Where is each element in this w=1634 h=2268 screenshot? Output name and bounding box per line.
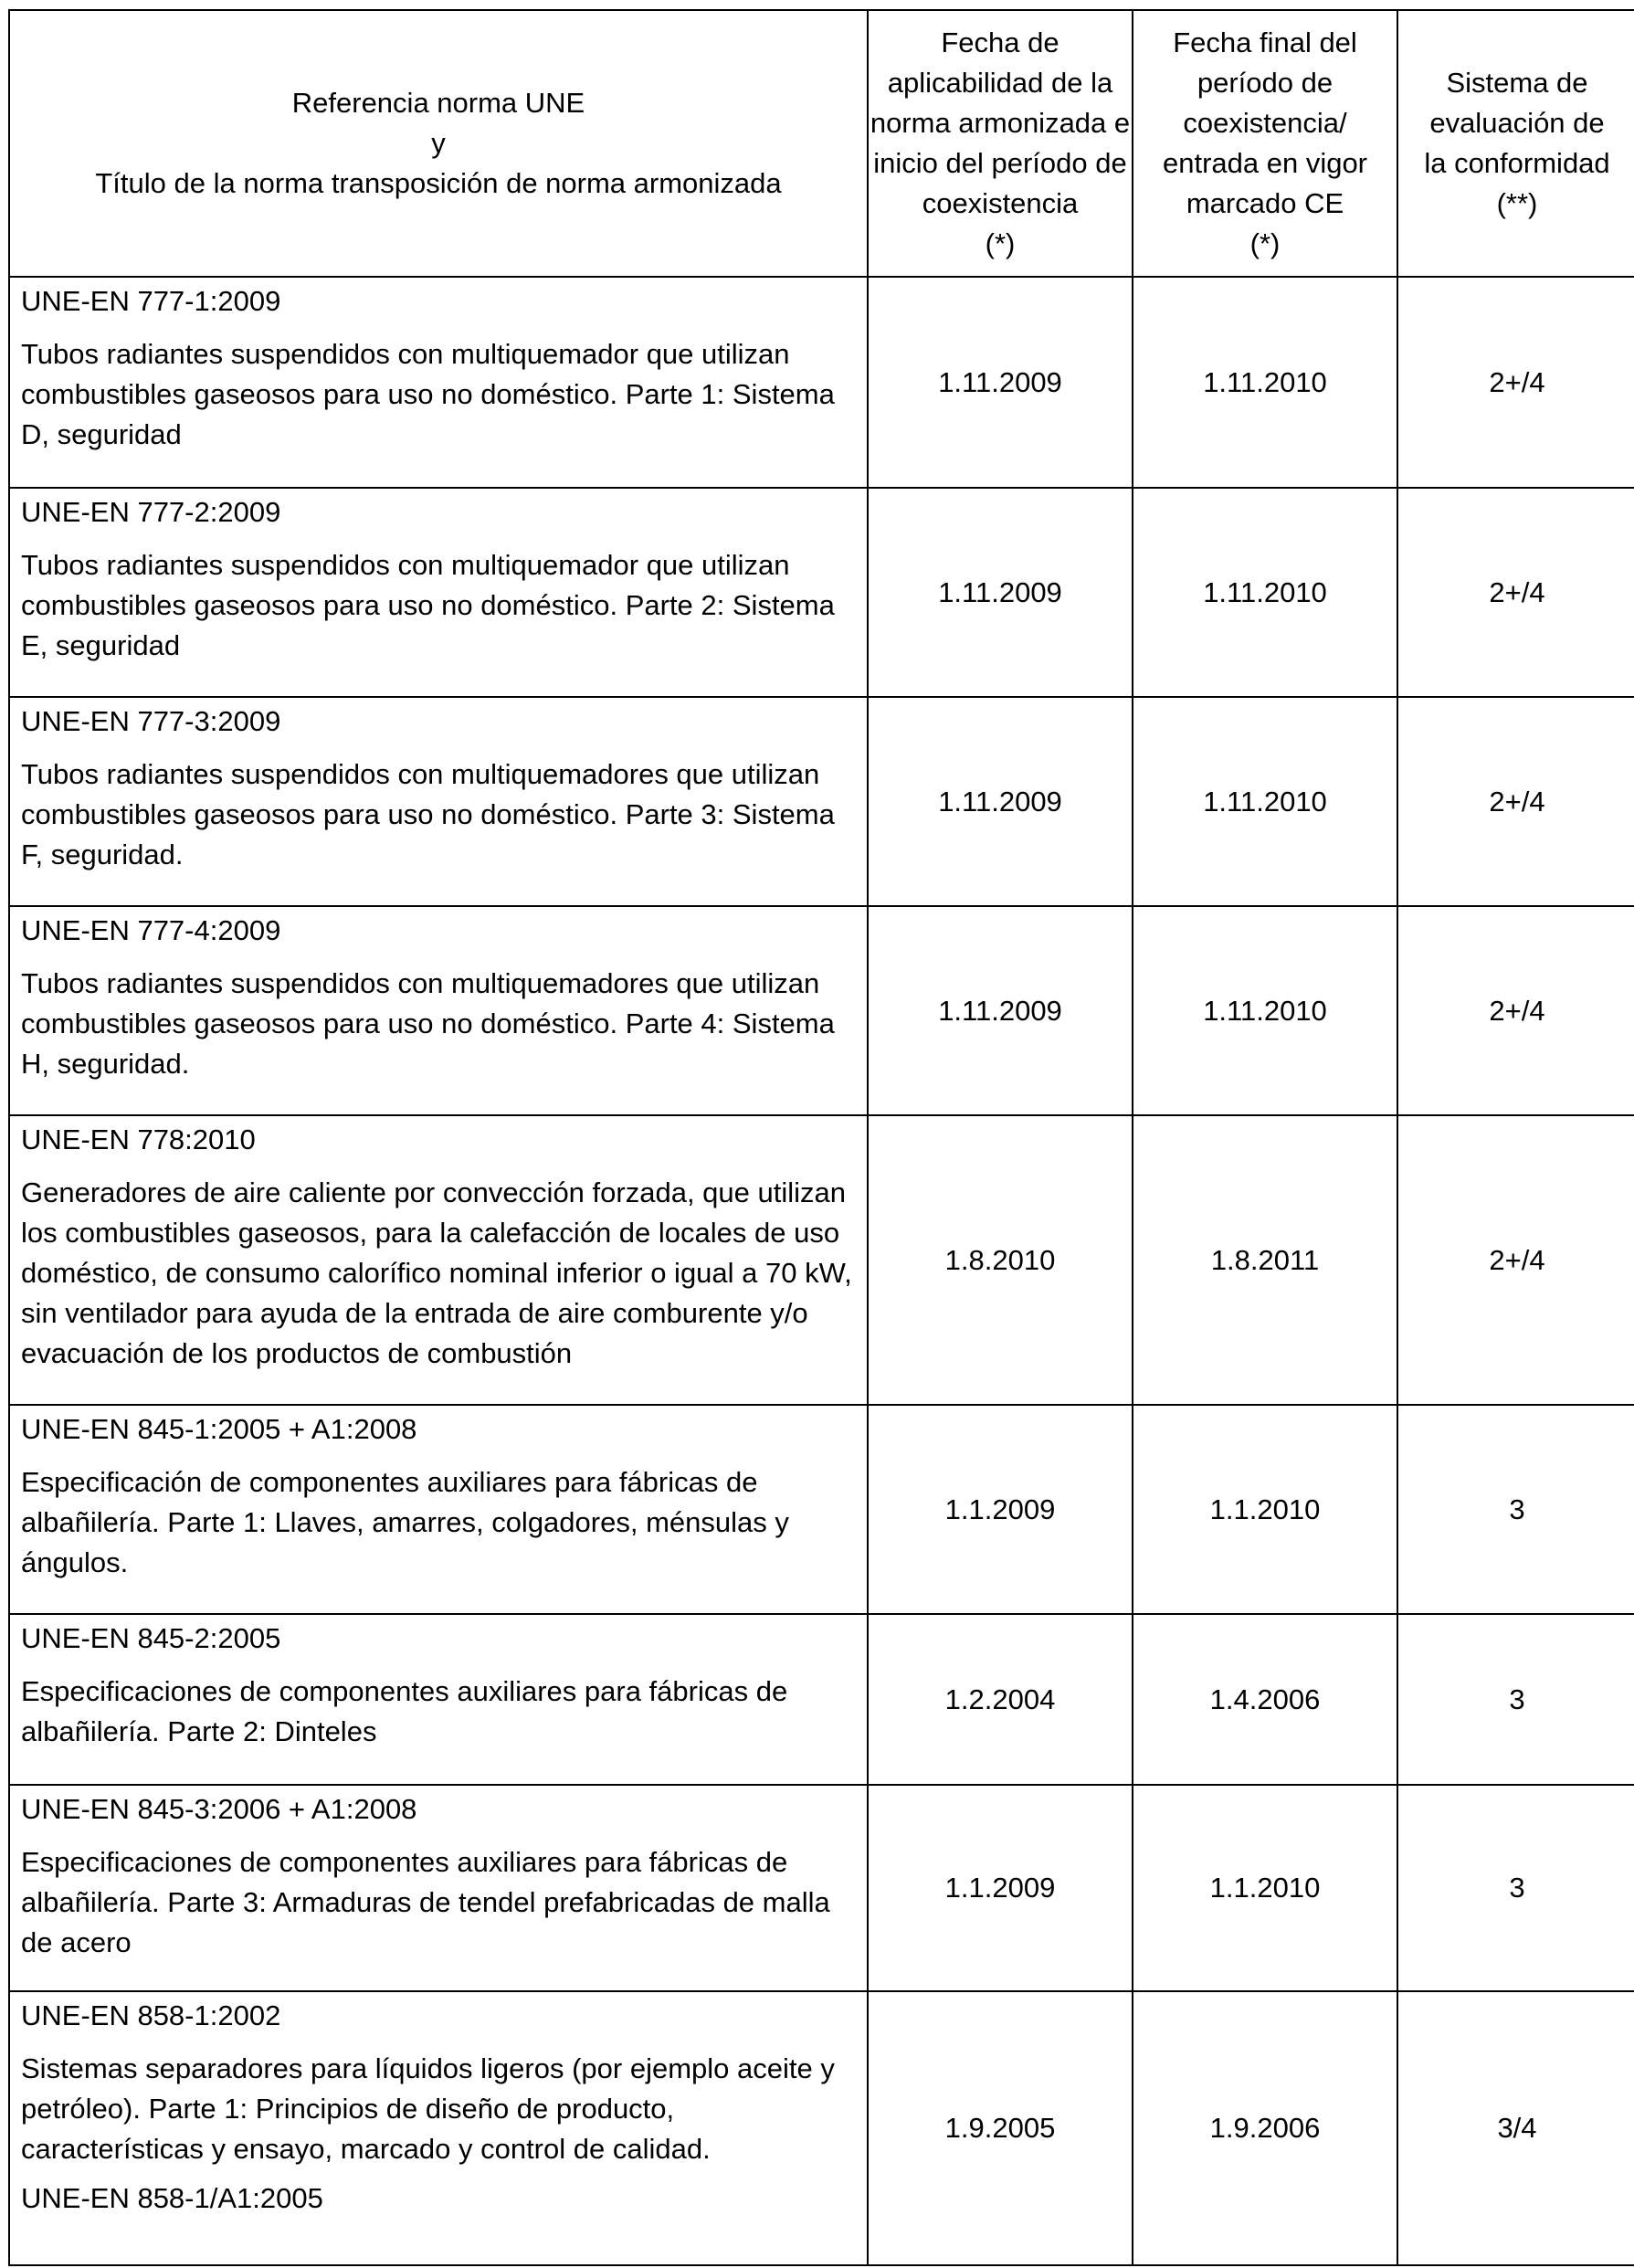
header-row: [9, 10, 1634, 277]
header-coexistence-end-date: Fecha final del período de coexistencia/ entrada en vigor marcado CE (*): [1133, 10, 1397, 277]
applicability-date: 1.8.2010: [868, 1115, 1133, 1405]
table-row: [9, 1614, 1634, 1785]
standards-table: [8, 9, 1634, 2266]
applicability-date: 1.11.2009: [868, 697, 1133, 906]
conformity-system: 3: [1397, 1785, 1634, 1991]
applicability-date: 1.2.2004: [868, 1614, 1133, 1785]
table-row: [9, 1785, 1634, 1991]
standard-title: Tubos radiantes suspendidos con multiquemador que utilizan combustibles gaseosos para uso no doméstico. Parte 1: Sistema D, seguridad: [21, 338, 835, 450]
coexistence-end-date: 1.9.2006: [1133, 1991, 1397, 2265]
standard-reference: UNE-EN 777-2:2009: [21, 496, 281, 528]
coexistence-end-date: 1.11.2010: [1133, 488, 1397, 697]
coexistence-end-date: 1.11.2010: [1133, 277, 1397, 488]
standard-title: Especificaciones de componentes auxiliares para fábricas de albañilería. Parte 2: Dinteles: [21, 1675, 788, 1747]
standard-title: Especificaciones de componentes auxiliares para fábricas de albañilería. Parte 3: Armaduras de tendel prefabricadas de malla de acero: [21, 1846, 830, 1958]
coexistence-end-date: 1.11.2010: [1133, 697, 1397, 906]
standard-title: Tubos radiantes suspendidos con multiquemador que utilizan combustibles gaseosos para uso no doméstico. Parte 2: Sistema E, seguridad: [21, 549, 835, 661]
applicability-date: 1.1.2009: [868, 1405, 1133, 1614]
table-row: [9, 488, 1634, 697]
conformity-system: 2+/4: [1397, 1115, 1634, 1405]
reference-cell: [9, 1991, 868, 2265]
standard-amendment: UNE-EN 858-1/A1:2005: [21, 2182, 323, 2214]
conformity-system: 2+/4: [1397, 906, 1634, 1115]
conformity-system: 2+/4: [1397, 488, 1634, 697]
coexistence-end-date: 1.8.2011: [1133, 1115, 1397, 1405]
standard-reference: UNE-EN 845-1:2005 + A1:2008: [21, 1413, 417, 1445]
standard-reference: UNE-EN 845-2:2005: [21, 1622, 281, 1654]
reference-cell: [9, 1614, 868, 1785]
conformity-system: 3: [1397, 1614, 1634, 1785]
applicability-date: 1.11.2009: [868, 906, 1133, 1115]
header-conformity-system: Sistema de evaluación de la conformidad (**): [1397, 10, 1634, 277]
reference-cell: [9, 277, 868, 488]
applicability-date: 1.1.2009: [868, 1785, 1133, 1991]
standard-reference: UNE-EN 777-3:2009: [21, 705, 281, 737]
table-row: [9, 1115, 1634, 1405]
table-row: [9, 1991, 1634, 2265]
applicability-date: 1.11.2009: [868, 488, 1133, 697]
table-row: [9, 906, 1634, 1115]
coexistence-end-date: 1.1.2010: [1133, 1405, 1397, 1614]
standard-reference: UNE-EN 858-1:2002: [21, 1999, 281, 2031]
reference-cell: [9, 1405, 868, 1614]
standard-title: Generadores de aire caliente por convección forzada, que utilizan los combustibles gaseosos, para la calefacción de locales de uso doméstico, de consumo calorífico nominal inferior o igual a 70 kW, sin ventilador para ayuda de la entrada de aire comburente y/o evacuación de los productos de combustión: [21, 1176, 852, 1369]
standard-title: Tubos radiantes suspendidos con multiquemadores que utilizan combustibles gaseosos para uso no doméstico. Parte 3: Sistema F, seguridad.: [21, 758, 835, 870]
table-row: [9, 697, 1634, 906]
standard-title: Especificación de componentes auxiliares para fábricas de albañilería. Parte 1: Llaves, amarres, colgadores, ménsulas y ángulos.: [21, 1466, 789, 1578]
reference-cell: [9, 697, 868, 906]
coexistence-end-date: 1.4.2006: [1133, 1614, 1397, 1785]
reference-cell: [9, 1785, 868, 1991]
conformity-system: 3: [1397, 1405, 1634, 1614]
standard-reference: UNE-EN 777-4:2009: [21, 914, 281, 946]
header-reference-title: Referencia norma UNE y Título de la norma transposición de norma armonizada: [9, 10, 868, 277]
conformity-system: 2+/4: [1397, 277, 1634, 488]
reference-cell: [9, 906, 868, 1115]
header-applicability-date: Fecha de aplicabilidad de la norma armonizada e inicio del período de coexistencia (*): [868, 10, 1133, 277]
coexistence-end-date: 1.11.2010: [1133, 906, 1397, 1115]
reference-cell: [9, 488, 868, 697]
applicability-date: 1.9.2005: [868, 1991, 1133, 2265]
conformity-system: 2+/4: [1397, 697, 1634, 906]
standard-title: Tubos radiantes suspendidos con multiquemadores que utilizan combustibles gaseosos para uso no doméstico. Parte 4: Sistema H, seguridad.: [21, 967, 835, 1080]
table-row: [9, 277, 1634, 488]
standard-title: Sistemas separadores para líquidos ligeros (por ejemplo aceite y petróleo). Parte 1: Principios de diseño de producto, características y ensayo, marcado y control de calidad.: [21, 2052, 835, 2165]
standard-reference: UNE-EN 778:2010: [21, 1123, 256, 1155]
applicability-date: 1.11.2009: [868, 277, 1133, 488]
standard-reference: UNE-EN 777-1:2009: [21, 285, 281, 317]
table-row: [9, 1405, 1634, 1614]
standard-reference: UNE-EN 845-3:2006 + A1:2008: [21, 1793, 417, 1825]
reference-cell: [9, 1115, 868, 1405]
conformity-system: 3/4: [1397, 1991, 1634, 2265]
coexistence-end-date: 1.1.2010: [1133, 1785, 1397, 1991]
